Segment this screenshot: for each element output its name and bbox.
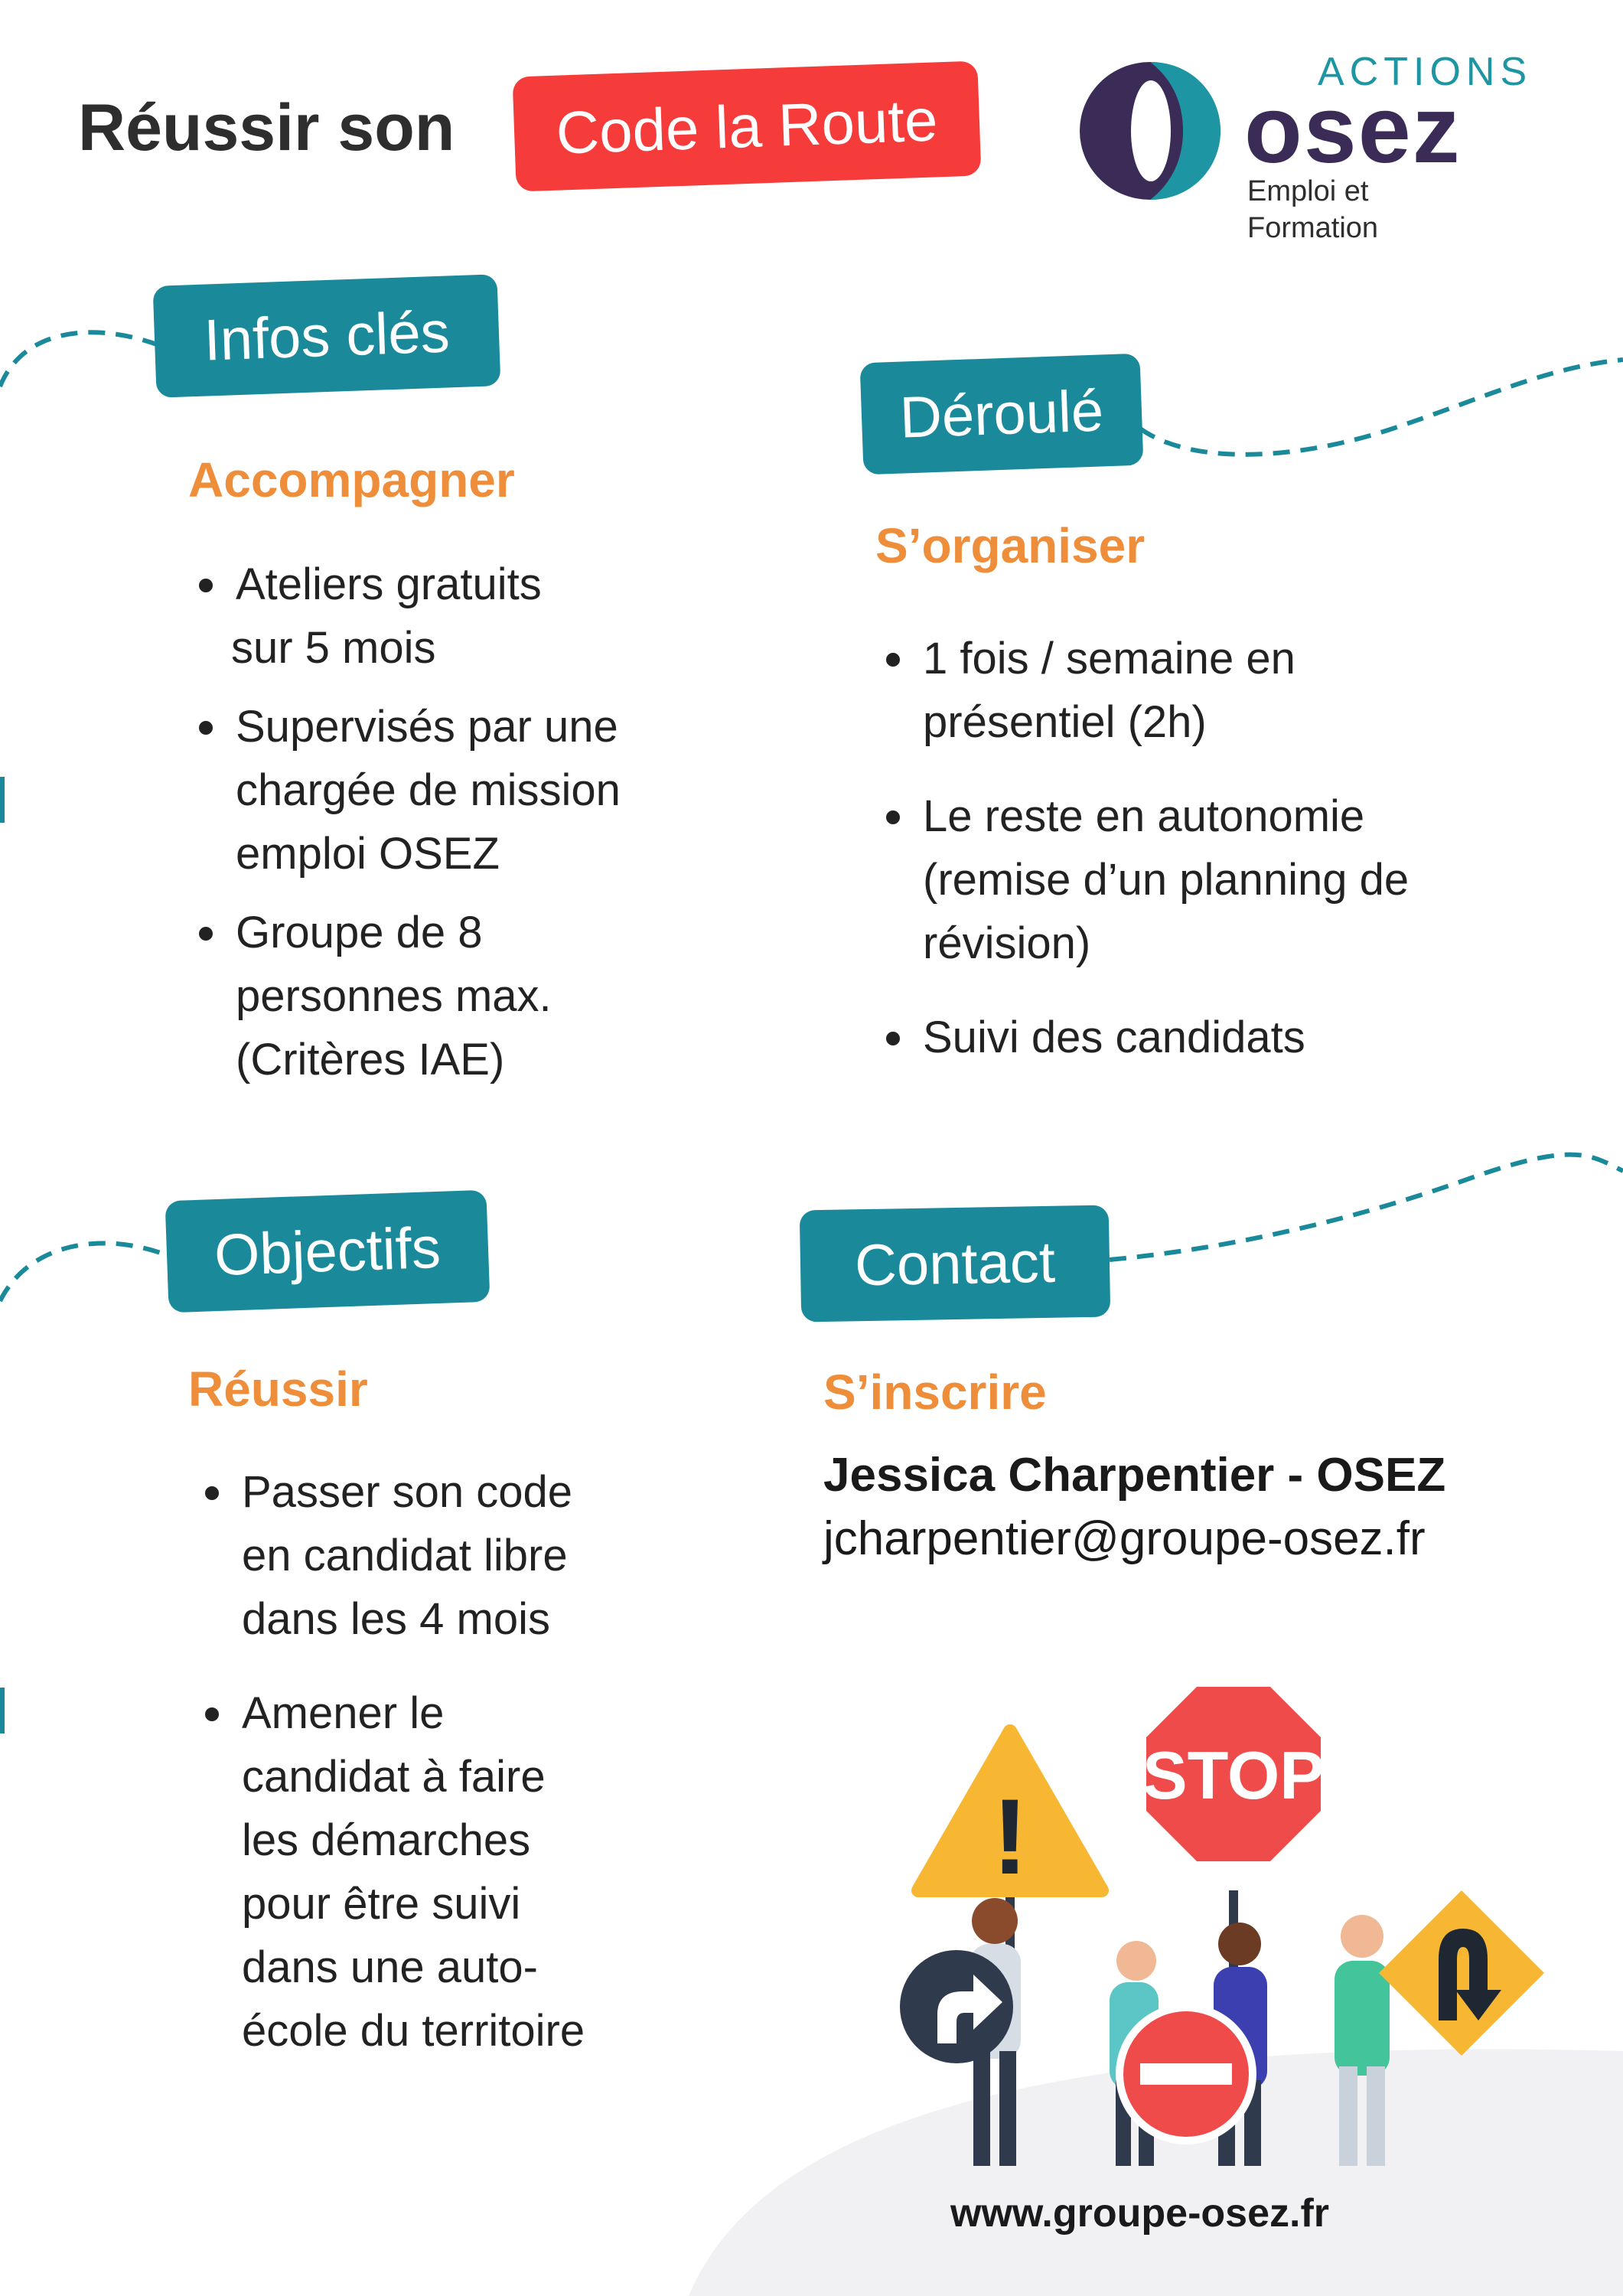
page-title-prefix: Réussir son [78, 91, 455, 165]
infos-list [231, 553, 771, 1107]
contact-email-link[interactable]: jcharpentier@groupe-osez.fr [823, 1512, 1426, 1565]
list-item-line: chargée de mission [236, 765, 621, 815]
subheading-inscrire: S’inscrire [823, 1365, 1047, 1420]
list-item-line: dans une auto- [242, 1942, 538, 1992]
title-highlight-text: Code la Route [555, 85, 939, 167]
road-signs-illustration [872, 1661, 1561, 2174]
list-item-line: Passer son code [242, 1467, 573, 1517]
list-item-line: Suivi des candidats [923, 1013, 1305, 1062]
contact-name: Jessica Charpentier - OSEZ [823, 1449, 1446, 1502]
list-item-line: Ateliers gratuits [236, 559, 542, 609]
list-item-line: dans les 4 mois [242, 1594, 550, 1644]
list-item-line: (Critères IAE) [236, 1035, 505, 1084]
dashed-curve-contact [1110, 1155, 1623, 1260]
list-item-line: les démarches [242, 1815, 531, 1865]
dashed-curve-deroule [1140, 360, 1623, 455]
u-turn-sign-icon [1379, 1890, 1544, 2056]
logo-tagline-line: Emploi et [1247, 175, 1369, 207]
list-item [923, 627, 1581, 754]
bullet-icon [199, 721, 213, 735]
bullet-icon [199, 579, 213, 592]
logo-tagline-line: Formation [1247, 212, 1379, 244]
left-edge-mark [0, 777, 5, 823]
list-item [923, 784, 1581, 975]
list-item [242, 1681, 732, 2063]
bullet-icon [886, 653, 900, 667]
list-item [236, 901, 771, 1091]
turn-right-sign-icon [900, 1950, 1013, 2063]
svg-text:STOP: STOP [1142, 1737, 1325, 1813]
logo-tagline [1247, 173, 1446, 246]
list-item-line: candidat à faire [242, 1752, 546, 1802]
list-item [236, 695, 771, 885]
osez-logo-mark-icon [1077, 60, 1223, 202]
objectifs-list [242, 1460, 732, 2093]
dashed-curve-infos [0, 332, 157, 386]
list-item-line: Le reste en autonomie [923, 791, 1365, 841]
list-item [923, 1006, 1581, 1069]
bullet-icon [199, 927, 213, 941]
person-4 [1335, 1915, 1390, 2166]
list-item-line: Groupe de 8 [236, 908, 483, 957]
list-item-line: personnes max. [236, 971, 552, 1021]
bullet-icon [205, 1707, 219, 1721]
list-item [231, 553, 771, 680]
list-item-line: emploi OSEZ [236, 829, 500, 879]
subheading-organiser: S’organiser [875, 518, 1146, 573]
dashed-curve-objectifs [0, 1243, 167, 1301]
section-label-contact: Contact [800, 1205, 1110, 1322]
title-highlight-badge [513, 60, 982, 191]
bullet-icon [205, 1486, 219, 1500]
subheading-accompagner: Accompagner [188, 452, 515, 507]
footer-website-link[interactable]: www.groupe-osez.fr [950, 2191, 1329, 2236]
logo-wordmark: osez [1244, 77, 1462, 183]
logo-actions-text: ACTIONS [1318, 50, 1533, 94]
list-item-line: 1 fois / semaine en [923, 634, 1295, 683]
no-entry-sign-icon [1116, 2004, 1256, 2144]
deroule-list [923, 627, 1581, 1100]
subheading-reussir: Réussir [188, 1362, 368, 1417]
list-item-line: en candidat libre [242, 1531, 568, 1580]
bullet-icon [886, 1032, 900, 1045]
list-item-line: révision) [923, 918, 1091, 968]
section-label-infos: Infos clés [153, 274, 501, 398]
list-item-line: sur 5 mois [231, 623, 436, 673]
list-item-line: Supervisés par une [236, 702, 618, 752]
bullet-icon [886, 810, 900, 824]
list-item-line: présentiel (2h) [923, 697, 1207, 747]
list-item-line: (remise d’un planning de [923, 855, 1410, 905]
list-item-line: école du territoire [242, 2006, 585, 2056]
section-label-objectifs: Objectifs [165, 1190, 490, 1313]
section-label-deroule: Déroulé [860, 354, 1144, 475]
left-edge-mark [0, 1688, 5, 1733]
list-item-line: Amener le [242, 1688, 445, 1738]
svg-text:!: ! [992, 1776, 1028, 1896]
list-item [242, 1460, 732, 1651]
list-item-line: pour être suivi [242, 1879, 521, 1929]
